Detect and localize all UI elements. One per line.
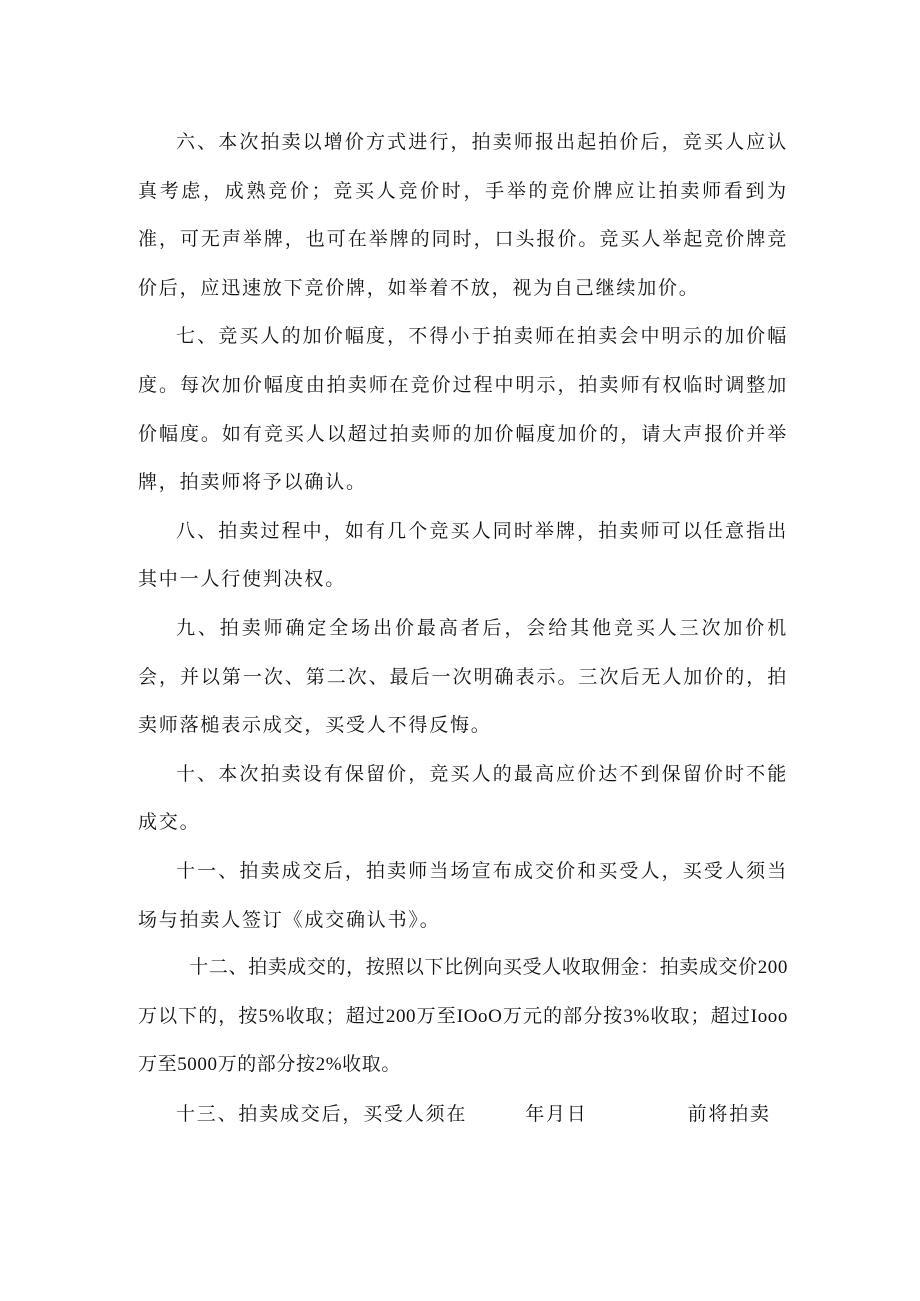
paragraph-8: 八、拍卖过程中，如有几个竞买人同时举牌，拍卖师可以任意指出其中一人行使判决权。 xyxy=(138,519,788,591)
paragraph-13-lead: 十三、拍卖成交后，买受人须在 xyxy=(176,1102,468,1125)
paragraph-11: 十一、拍卖成交后，拍卖师当场宣布成交价和买受人，买受人须当场与拍卖人签订《成交确认书》。 xyxy=(138,859,788,931)
paragraph-13-date: 年月日 xyxy=(525,1102,588,1125)
document-body xyxy=(138,118,788,1138)
paragraph-13-tail: 前将拍卖 xyxy=(687,1102,771,1125)
paragraph-10: 十、本次拍卖设有保留价，竞买人的最高应价达不到保留价时不能成交。 xyxy=(138,762,788,834)
paragraph-6: 六、本次拍卖以增价方式进行，拍卖师报出起拍价后，竞买人应认真考虑，成熟竞价；竞买人竞价时，手举的竞价牌应让拍卖师看到为准，可无声举牌，也可在举牌的同时，口头报价。竞买人举起竞价牌竞价后，应迅速放下竞价牌，如举着不放，视为自己继续加价。 xyxy=(138,131,788,299)
paragraph-9: 九、拍卖师确定全场出价最高者后，会给其他竞买人三次加价机会，并以第一次、第二次、最后一次明确表示。三次后无人加价的，拍卖师落槌表示成交，买受人不得反悔。 xyxy=(138,616,788,737)
paragraph-12: 十二、拍卖成交的，按照以下比例向买受人收取佣金：拍卖成交价200万以下的，按5%收取；超过200万至IOoO万元的部分按3%收取；超过Iooo万至5000万的部分按2%收取。 xyxy=(138,957,788,1076)
paragraph-13 xyxy=(138,1090,788,1139)
paragraph-7: 七、竞买人的加价幅度，不得小于拍卖师在拍卖会中明示的加价幅度。每次加价幅度由拍卖师在竞价过程中明示，拍卖师有权临时调整加价幅度。如有竞买人以超过拍卖师的加价幅度加价的，请大声报价并举牌，拍卖师将予以确认。 xyxy=(138,325,788,494)
